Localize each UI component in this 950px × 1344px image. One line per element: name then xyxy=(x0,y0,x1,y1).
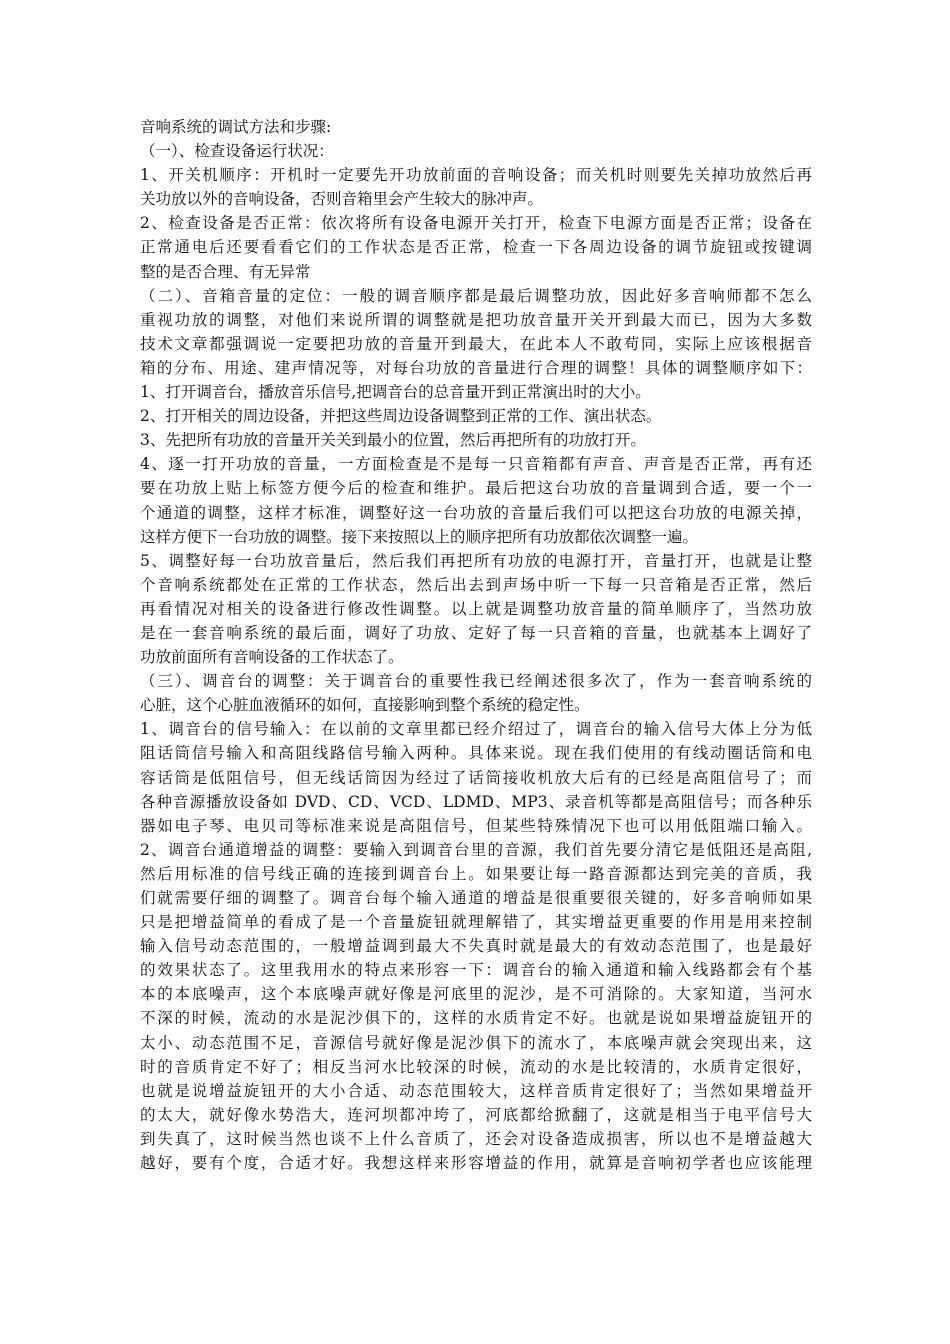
text-line: 音响系统的调试方法和步骤: xyxy=(140,118,332,136)
text-line: 4、逐一打开功放的音量，一方面检查是不是每一只音箱都有声音、声音是否正常，再有还 xyxy=(140,455,812,474)
text-line: （二）、音箱音量的定位：一般的调音顺序都是最后调整功放，因此好多音响师都不怎么 xyxy=(140,286,812,305)
text-line: 功放前面所有音响设备的工作状态了。 xyxy=(140,648,404,667)
text-line: 容话筒是低阻信号，但无线话筒因为经过了话筒接收机放大后有的已经是高阻信号了；而 xyxy=(140,768,812,787)
text-line: 2、调音台通道增益的调整：要输入到调音台里的音源，我们首先要分清它是低阻还是高阻, xyxy=(140,840,812,859)
text-line: 心脏，这个心脏血液循环的如何，直接影响到整个系统的稳定性。 xyxy=(140,696,590,715)
text-line: 5、调整好每一台功放音量后，然后我们再把所有功放的电源打开，音量打开，也就是让整 xyxy=(140,551,812,570)
text-line: 正常通电后还要看看它们的工作状态是否正常，检查一下各周边设备的调节旋钮或按键调 xyxy=(140,238,812,257)
text-line: 2、打开相关的周边设备，并把这些周边设备调整到正常的工作、演出状态。 xyxy=(140,407,662,426)
text-line: 要在功放上贴上标签方便今后的检查和维护。最后把这台功放的音量调到合适，要一个一 xyxy=(140,479,812,498)
text-line: 输入信号动态范围的，一般增益调到最大不失真时就是最大的有效动态范围了，也是最好 xyxy=(140,937,812,956)
text-line: （三）、调音台的调整：关于调音台的重要性我已经阐述很多次了，作为一套音响系统的 xyxy=(140,672,812,691)
text-line: 1、打开调音台，播放音乐信号,把调音台的总音量开到正常演出时的大小。 xyxy=(140,383,651,402)
text-line: 1、调音台的信号输入：在以前的文章里都已经介绍过了，调音台的输入信号大体上分为低 xyxy=(140,720,812,739)
text-line: 阻话筒信号输入和高阻线路信号输入两种。具体来说。现在我们使用的有线动圈话筒和电 xyxy=(140,744,812,763)
text-line: 箱的分布、用途、建声情况等，对每台功放的音量进行合理的调整！具体的调整顺序如下： xyxy=(140,358,812,377)
text-line: 这样方便下一台功放的调整。接下来按照以上的顺序把所有功放都依次调整一遍。 xyxy=(140,527,699,546)
text-line: 技术文章都强调说一定要把功放的音量开到最大，在此本人不敢苟同，实际上应该根据音 xyxy=(140,334,812,353)
text-line: 关功放以外的音响设备，否则音箱里会产生较大的脉冲声。 xyxy=(140,190,544,209)
text-line: 2、检查设备是否正常：依次将所有设备电源开关打开，检查下电源方面是否正常；设备在 xyxy=(140,214,812,233)
text-line: 的太大，就好像水势浩大，连河坝都冲垮了，河底都给掀翻了，这就是相当于电平信号大 xyxy=(140,1105,812,1124)
text-line: （一）、检查设备运行状况： xyxy=(140,142,334,161)
text-line: 们就需要仔细的调整了。调音台每个输入通道的增益是很重要很关键的，好多音响师如果 xyxy=(140,889,812,907)
text-line: 整的是否合理、有无异常 xyxy=(140,262,311,281)
text-line: 也就是说增益旋钮开的大小合适、动态范围较大，这样音质肯定很好了；当然如果增益开 xyxy=(140,1081,812,1100)
text-line: 器如电子琴、电贝司等标准来说是高阻信号，但某些特殊情况下也可以用低阻端口输入。 xyxy=(140,816,812,835)
text-line: 各种音源播放设备如 DVD、CD、VCD、LDMD、MP3、录音机等都是高阻信号；而各种乐 xyxy=(140,792,812,811)
document-page xyxy=(140,115,812,1175)
text-line: 不深的时候，流动的水是泥沙俱下的，这样的水质肯定不好。也就是说如果增益旋钮开的 xyxy=(140,1009,812,1028)
text-line: 1、开关机顺序：开机时一定要先开功放前面的音响设备；而关机时则要先关掉功放然后再 xyxy=(140,166,812,185)
text-line: 时的音质肯定不好了；相反当河水比较深的时候，流动的水是比较清的，水质肯定很好， xyxy=(140,1057,812,1076)
text-line: 个通道的调整，这样才标准，调整好这一台功放的音量后我们可以把这台功放的电源关掉， xyxy=(140,503,812,522)
text-line: 然后用标准的信号线正确的连接到调音台上。如果要让每一路音源都达到完美的音质，我 xyxy=(140,864,812,883)
text-line: 3、先把所有功放的音量开关关到最小的位置，然后再把所有的功放打开。 xyxy=(140,431,646,450)
text-line: 个音响系统都处在正常的工作状态，然后出去到声场中听一下每一只音箱是否正常，然后 xyxy=(140,575,812,594)
text-line: 只是把增益简单的看成了是一个音量旋钮就理解错了，其实增益更重要的作用是用来控制 xyxy=(140,913,812,932)
text-line: 再看情况对相关的设备进行修改性调整。以上就是调整功放音量的简单顺序了，当然功放 xyxy=(140,599,812,618)
text-line: 是在一套音响系统的最后面，调好了功放、定好了每一只音箱的音量，也就基本上调好了 xyxy=(140,623,812,642)
text-line: 本的本底噪声，这个本底噪声就好像是河底里的泥沙，是不可消除的。大家知道，当河水 xyxy=(140,985,812,1004)
text-line: 越好，要有个度，合适才好。我想这样来形容增益的作用，就算是音响初学者也应该能理 xyxy=(140,1154,812,1173)
text-line: 太小、动态范围不足，音源信号就好像是泥沙俱下的流水了，本底噪声就会突现出来，这 xyxy=(140,1033,812,1052)
text-line: 到失真了，这时候当然也谈不上什么音质了，还会对设备造成损害，所以也不是增益越大 xyxy=(140,1129,812,1148)
text-line: 重视功放的调整，对他们来说所谓的调整就是把功放音量开关开到最大而已，因为大多数 xyxy=(140,310,812,329)
text-line: 的效果状态了。这里我用水的特点来形容一下：调音台的输入通道和输入线路都会有个基 xyxy=(140,961,812,980)
